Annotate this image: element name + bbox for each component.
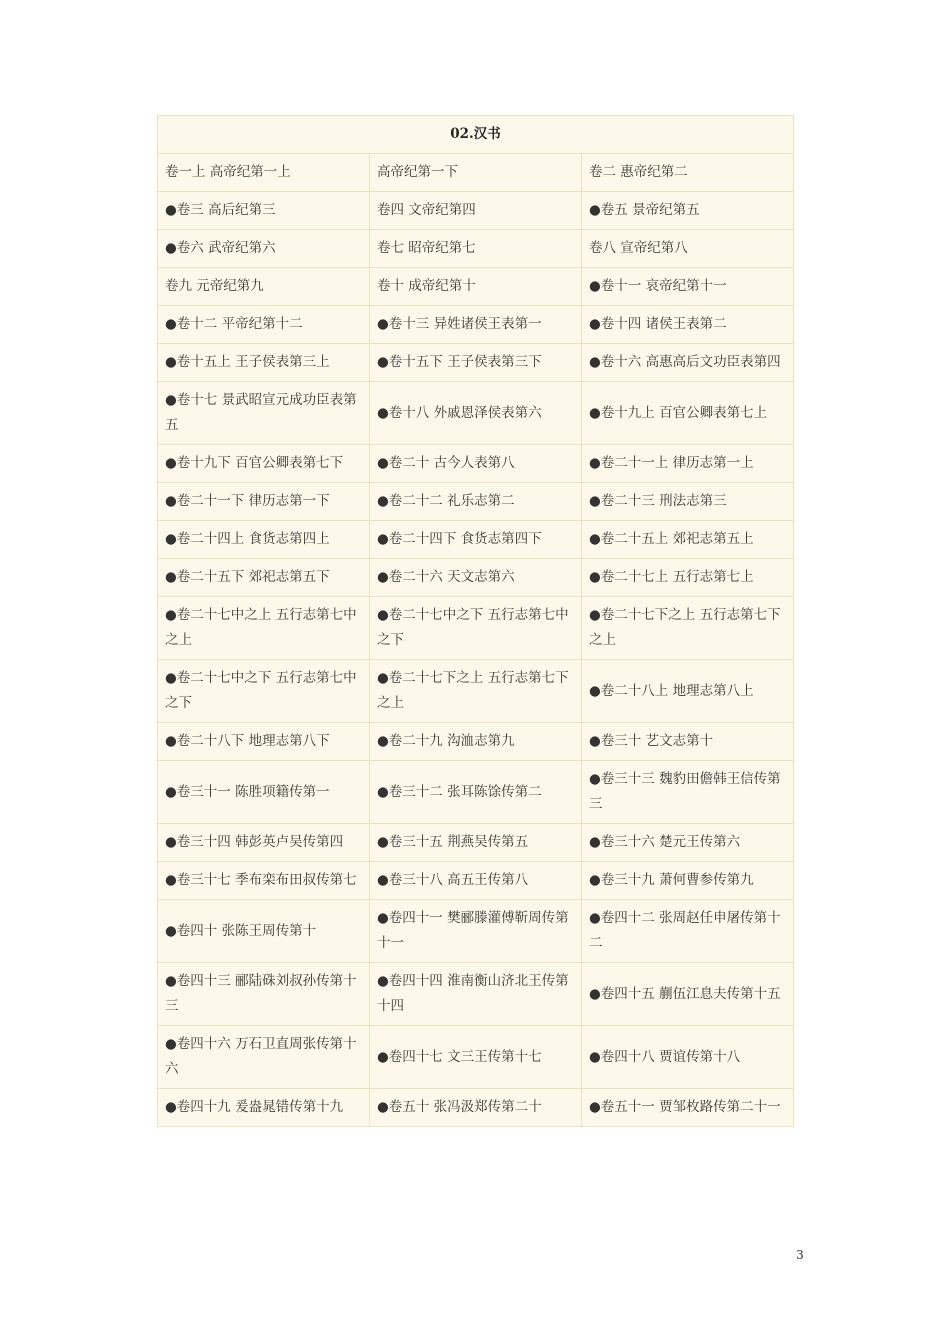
table-row — [158, 660, 794, 723]
table-row — [158, 268, 794, 306]
table-cell: ●卷二十七中之下 五行志第七中之下 — [370, 597, 582, 660]
table-cell: ●卷二十八下 地理志第八下 — [158, 723, 370, 761]
table-cell: ●卷二十八上 地理志第八上 — [582, 660, 794, 723]
table-cell: ●卷二十五下 郊祀志第五下 — [158, 559, 370, 597]
table-cell: ●卷四十五 蒯伍江息夫传第十五 — [582, 963, 794, 1026]
table-cell: ●卷四十四 淮南衡山济北王传第十四 — [370, 963, 582, 1026]
table-cell: ●卷二十一下 律历志第一下 — [158, 483, 370, 521]
table-cell: ●卷二十七中之上 五行志第七中之上 — [158, 597, 370, 660]
table-cell: ●卷十九下 百官公卿表第七下 — [158, 445, 370, 483]
table-cell: ●卷三 高后纪第三 — [158, 192, 370, 230]
table-cell: ●卷五 景帝纪第五 — [582, 192, 794, 230]
table-cell: ●卷二十五上 郊祀志第五上 — [582, 521, 794, 559]
table-header-row — [158, 116, 794, 154]
table-cell: ●卷四十六 万石卫直周张传第十六 — [158, 1026, 370, 1089]
table-cell: ●卷五十 张冯汲郑传第二十 — [370, 1089, 582, 1127]
table-cell: ●卷三十五 荆燕吴传第五 — [370, 824, 582, 862]
table-cell: 高帝纪第一下 — [370, 154, 582, 192]
table-cell: ●卷二十二 礼乐志第二 — [370, 483, 582, 521]
table-cell: ●卷十一 哀帝纪第十一 — [582, 268, 794, 306]
table-row — [158, 521, 794, 559]
table-row — [158, 900, 794, 963]
table-cell: ●卷四十一 樊郦滕灌傅靳周传第十一 — [370, 900, 582, 963]
table-row — [158, 1089, 794, 1127]
table-row — [158, 862, 794, 900]
table-row — [158, 192, 794, 230]
table-cell: ●卷三十三 魏豹田儋韩王信传第三 — [582, 761, 794, 824]
page-number: 3 — [796, 1248, 804, 1262]
table-row — [158, 963, 794, 1026]
table-cell: ●卷十四 诸侯王表第二 — [582, 306, 794, 344]
table-row — [158, 230, 794, 268]
table-cell: ●卷三十七 季布栾布田叔传第七 — [158, 862, 370, 900]
table-cell: ●卷四十九 爰盎晁错传第十九 — [158, 1089, 370, 1127]
table-cell: ●卷十八 外戚恩泽侯表第六 — [370, 382, 582, 445]
table-cell: ●卷二十七下之上 五行志第七下之上 — [370, 660, 582, 723]
table-title: 02.汉书 — [158, 116, 794, 154]
table-cell: ●卷三十八 高五王传第八 — [370, 862, 582, 900]
table-row — [158, 1026, 794, 1089]
table-cell: ●卷十五下 王子侯表第三下 — [370, 344, 582, 382]
contents-table — [157, 115, 794, 1127]
table-cell: ●卷二十七上 五行志第七上 — [582, 559, 794, 597]
table-cell: ●卷三十一 陈胜项籍传第一 — [158, 761, 370, 824]
table-row — [158, 559, 794, 597]
table-row — [158, 761, 794, 824]
table-row — [158, 344, 794, 382]
table-row — [158, 445, 794, 483]
table-row — [158, 154, 794, 192]
table-cell: ●卷三十二 张耳陈馀传第二 — [370, 761, 582, 824]
table-cell: ●卷二十四下 食货志第四下 — [370, 521, 582, 559]
table-body — [158, 154, 794, 1127]
table-cell: 卷二 惠帝纪第二 — [582, 154, 794, 192]
table-cell: ●卷四十三 郦陆硃刘叔孙传第十三 — [158, 963, 370, 1026]
table-cell: 卷九 元帝纪第九 — [158, 268, 370, 306]
table-cell: ●卷二十四上 食货志第四上 — [158, 521, 370, 559]
table-cell: ●卷十三 异姓诸侯王表第一 — [370, 306, 582, 344]
table-cell: 卷八 宣帝纪第八 — [582, 230, 794, 268]
table-cell: ●卷十九上 百官公卿表第七上 — [582, 382, 794, 445]
table-cell: ●卷二十三 刑法志第三 — [582, 483, 794, 521]
table-cell: ●卷二十 古今人表第八 — [370, 445, 582, 483]
table-cell: ●卷十二 平帝纪第十二 — [158, 306, 370, 344]
table-cell: ●卷二十一上 律历志第一上 — [582, 445, 794, 483]
table-row — [158, 723, 794, 761]
table-cell: ●卷二十七中之下 五行志第七中之下 — [158, 660, 370, 723]
table-cell: 卷一上 高帝纪第一上 — [158, 154, 370, 192]
table-row — [158, 824, 794, 862]
table-cell: ●卷五十一 贾邹枚路传第二十一 — [582, 1089, 794, 1127]
table-cell: ●卷二十六 天文志第六 — [370, 559, 582, 597]
table-cell: ●卷三十 艺文志第十 — [582, 723, 794, 761]
table-cell: ●卷四十七 文三王传第十七 — [370, 1026, 582, 1089]
table-cell: ●卷十七 景武昭宣元成功臣表第五 — [158, 382, 370, 445]
table-cell: ●卷三十四 韩彭英卢吴传第四 — [158, 824, 370, 862]
table-row — [158, 382, 794, 445]
table-row — [158, 306, 794, 344]
table-cell: ●卷四十八 贾谊传第十八 — [582, 1026, 794, 1089]
table-cell: ●卷二十九 沟洫志第九 — [370, 723, 582, 761]
table-cell: ●卷三十九 萧何曹参传第九 — [582, 862, 794, 900]
table-cell: ●卷四十二 张周赵任申屠传第十二 — [582, 900, 794, 963]
table-cell: 卷四 文帝纪第四 — [370, 192, 582, 230]
table-row — [158, 483, 794, 521]
table-cell: ●卷四十 张陈王周传第十 — [158, 900, 370, 963]
table-cell: ●卷三十六 楚元王传第六 — [582, 824, 794, 862]
table-cell: ●卷十五上 王子侯表第三上 — [158, 344, 370, 382]
table-cell: ●卷六 武帝纪第六 — [158, 230, 370, 268]
table-cell: ●卷十六 高惠高后文功臣表第四 — [582, 344, 794, 382]
table-row — [158, 597, 794, 660]
table-cell: ●卷二十七下之上 五行志第七下之上 — [582, 597, 794, 660]
table-cell: 卷十 成帝纪第十 — [370, 268, 582, 306]
table-cell: 卷七 昭帝纪第七 — [370, 230, 582, 268]
